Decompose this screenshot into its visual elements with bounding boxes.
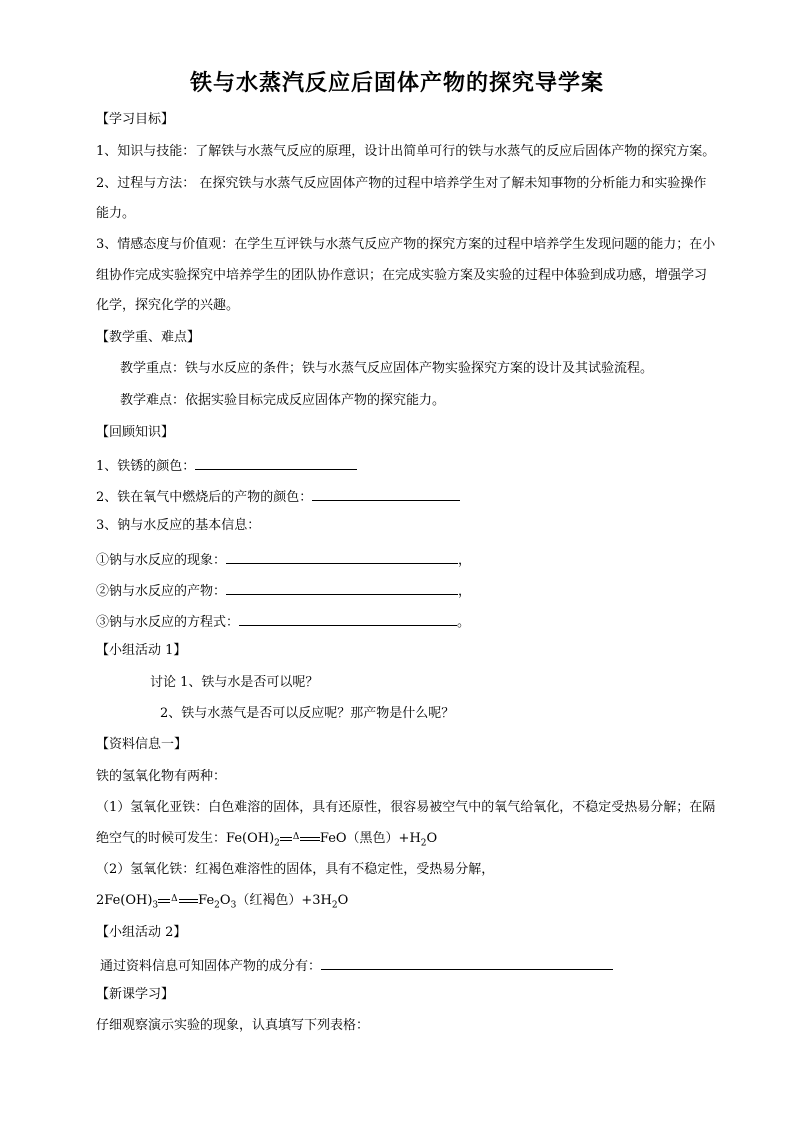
review-question-3a [96, 549, 471, 570]
activity-1-discussion-2: 2、铁与水蒸气是否可以反应呢？那产物是什么呢？ [160, 706, 455, 721]
answer-blank[interactable] [226, 580, 458, 595]
objective-item-1: 1、知识与技能：了解铁与水蒸气反应的原理，设计出简单可行的铁与水蒸气的反应后固体产物的探究方案。 [96, 144, 716, 159]
subscript: 3 [152, 900, 159, 911]
formula: Fe [198, 893, 215, 908]
info-1-header: 【资料信息一】 [96, 737, 188, 752]
key-point-focus: 教学重点：铁与水反应的条件；铁与水蒸气反应固体产物实验探究方案的设计及其试验流程。 [120, 361, 654, 376]
formula: FeO（黑色）+H [319, 831, 421, 846]
comma: ， [458, 553, 472, 568]
info-1-paragraph-1-line-1: （1）氢氧化亚铁：白色难溶的固体，具有还原性，很容易被空气中的氧气给氧化，不稳定受热易分解；在隔 [96, 800, 716, 815]
objective-item-3-line-2: 组协作完成实验探究中培养学生的团队协作意识；在完成实验方案及实验的过程中体验到成功感，增强学习 [96, 268, 708, 283]
key-points-header: 【教学重、难点】 [96, 330, 201, 345]
objective-item-3-line-3: 化学，探究化学的兴趣。 [96, 298, 240, 313]
info-1-paragraph-1-line-2 [96, 830, 437, 848]
subscript: 2 [331, 900, 338, 911]
answer-blank[interactable] [239, 611, 457, 626]
review-question-1 [96, 455, 357, 476]
reaction-arrow-icon [280, 831, 320, 844]
info-1-intro: 铁的氢氧化物有两种： [96, 769, 227, 784]
activity-1-discussion-1: 讨论 1、铁与水是否可以呢？ [150, 675, 319, 690]
objective-item-2-line-1: 2、过程与方法： 在探究铁与水蒸气反应固体产物的过程中培养学生对了解未知事物的分析能力和实验操作 [96, 176, 707, 191]
subscript: 2 [214, 900, 220, 911]
formula: O [426, 831, 438, 846]
activity-2-header: 【小组活动 2】 [96, 925, 187, 940]
delta-symbol: Δ [170, 890, 179, 908]
new-lesson-header: 【新课学习】 [96, 987, 175, 1002]
formula: O [219, 893, 231, 908]
equation-1 [226, 831, 438, 849]
reaction-arrow-icon [158, 893, 198, 906]
review-question-3a-label: ①钠与水反应的现象： [96, 553, 227, 568]
period: 。 [457, 615, 471, 630]
page-title: 铁与水蒸汽反应后固体产物的探究导学案 [189, 71, 604, 96]
objectives-header: 【学习目标】 [96, 112, 175, 127]
review-question-3: 3、钠与水反应的基本信息： [96, 518, 261, 533]
new-lesson-instruction: 仔细观察演示实验的现象，认真填写下列表格： [96, 1018, 370, 1033]
review-question-2-label: 2、铁在氧气中燃烧后的产物的颜色： [96, 490, 313, 505]
activity-1-header: 【小组活动 1】 [96, 643, 187, 658]
answer-blank[interactable] [321, 955, 613, 970]
equation-2 [96, 892, 348, 910]
formula: （红褐色）+3H [236, 893, 332, 908]
review-question-3c [96, 611, 470, 632]
review-question-2 [96, 486, 460, 507]
review-header: 【回顾知识】 [96, 425, 175, 440]
comma: ， [458, 584, 472, 599]
info-1-paragraph-2: （2）氢氧化铁：红褐色难溶性的固体，具有不稳定性，受热易分解， [96, 862, 495, 877]
review-question-3b [96, 580, 471, 601]
objective-item-3-line-1: 3、情感态度与价值观：在学生互评铁与水蒸气反应产物的探究方案的过程中培养学生发现问题的能力；在小 [96, 237, 716, 252]
subscript: 3 [230, 900, 237, 911]
delta-symbol: Δ [292, 828, 301, 846]
answer-blank[interactable] [195, 455, 357, 470]
review-question-3c-label: ③钠与水反应的方程式： [96, 615, 240, 630]
subscript: 2 [274, 838, 280, 849]
info-text: 绝空气的时候可发生： [96, 831, 227, 846]
answer-blank[interactable] [226, 549, 458, 564]
formula: O [337, 893, 349, 908]
activity-2-question [100, 955, 613, 976]
review-question-1-label: 1、铁锈的颜色： [96, 459, 196, 474]
review-question-3b-label: ②钠与水反应的产物： [96, 584, 227, 599]
formula: 2Fe(OH) [96, 893, 153, 908]
objective-item-2-line-2: 能力。 [96, 206, 136, 221]
subscript: 2 [420, 838, 427, 849]
answer-blank[interactable] [312, 486, 460, 501]
formula: Fe(OH) [226, 831, 275, 846]
activity-2-question-label: 通过资料信息可知固体产物的成分有： [100, 959, 322, 974]
key-point-difficulty: 教学难点：依据实验目标完成反应固体产物的探究能力。 [120, 393, 446, 408]
